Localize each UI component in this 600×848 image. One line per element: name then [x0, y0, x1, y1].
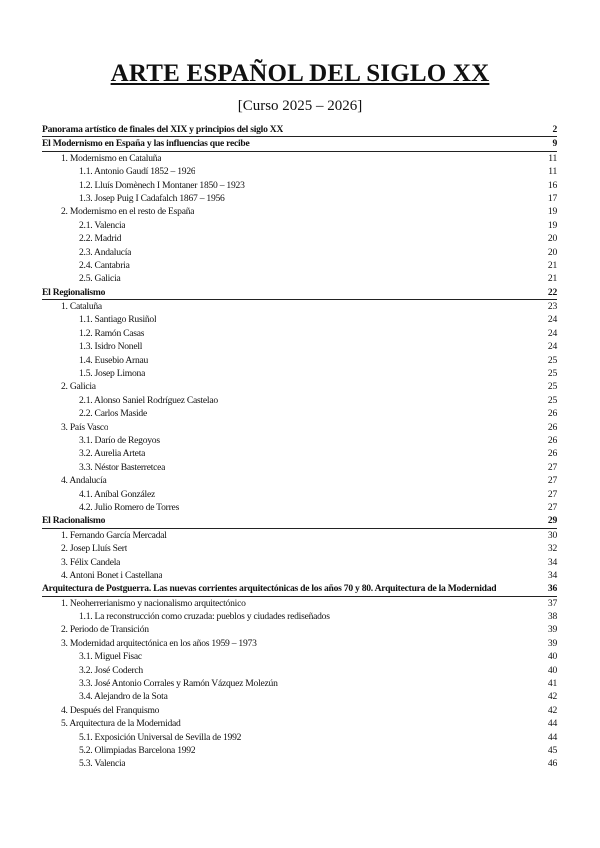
toc-subchapter-entry[interactable]: [42, 461, 557, 474]
toc-subchapter-entry[interactable]: [42, 354, 557, 367]
toc-page-number: 41: [547, 678, 557, 690]
toc-subchapter-entry[interactable]: [42, 272, 557, 285]
toc-section-entry[interactable]: [42, 137, 557, 151]
document-title: ARTE ESPAÑOL DEL SIGLO XX: [110, 60, 490, 87]
toc-entry-label: 3.3. José Antonio Corrales y Ramón Vázquez Molezún: [79, 678, 278, 690]
toc-page-number: 23: [547, 301, 557, 313]
toc-subchapter-entry[interactable]: [42, 340, 557, 353]
toc-section-entry[interactable]: [42, 123, 557, 137]
toc-entry-label: 1. Neoherrerianismo y nacionalismo arquitectónico: [61, 597, 246, 609]
toc-entry-label: 1.2. Lluís Domènech I Montaner 1850 – 1923: [79, 179, 245, 191]
toc-entry-label: 1.4. Eusebio Arnau: [79, 354, 149, 366]
toc-subchapter-entry[interactable]: [42, 744, 557, 757]
toc-entry-label: 2.3. Andalucía: [79, 246, 132, 258]
toc-page-number: 2: [552, 124, 557, 135]
toc-entry-label: 4.1. Aníbal González: [79, 488, 155, 500]
toc-chapter-entry[interactable]: [42, 597, 557, 610]
toc-entry-label: 4. Después del Franquismo: [61, 704, 160, 716]
toc-page-number: 25: [547, 394, 557, 406]
toc-subchapter-entry[interactable]: [42, 677, 557, 690]
toc-subchapter-entry[interactable]: [42, 259, 557, 272]
toc-subchapter-entry[interactable]: [42, 327, 557, 340]
toc-entry-label: 3.1. Miguel Fisac: [79, 651, 142, 663]
toc-page-number: 39: [547, 637, 557, 649]
toc-entry-label: 1. Fernando García Mercadal: [61, 529, 167, 541]
toc-chapter-entry[interactable]: [42, 637, 557, 650]
toc-subchapter-entry[interactable]: [42, 232, 557, 245]
toc-page-number: 27: [547, 475, 557, 487]
toc-entry-label: Panorama artístico de finales del XIX y principios del siglo XX: [42, 124, 284, 135]
toc-page-number: 26: [547, 421, 557, 433]
toc-entry-label: 3. Modernidad arquitectónica en los años 1959 – 1973: [61, 637, 257, 649]
toc-page-number: 16: [547, 179, 557, 191]
toc-entry-label: El Racionalismo: [42, 515, 106, 527]
toc-subchapter-entry[interactable]: [42, 192, 557, 205]
toc-chapter-entry[interactable]: [42, 474, 557, 487]
toc-page-number: 11: [548, 152, 557, 164]
toc-entry-label: 2.2. Carlos Maside: [79, 408, 147, 420]
toc-chapter-entry[interactable]: [42, 529, 557, 542]
toc-page-number: 27: [547, 461, 557, 473]
toc-page-number: 19: [547, 219, 557, 231]
toc-page-number: 20: [547, 246, 557, 258]
toc-page-number: 27: [547, 501, 557, 513]
toc-entry-label: 5.3. Valencia: [79, 758, 126, 770]
toc-page-number: 42: [547, 691, 557, 703]
toc-entry-label: 1. Modernismo en Cataluña: [61, 152, 162, 164]
toc-page-number: 30: [547, 529, 557, 541]
toc-entry-label: 3.4. Alejandro de la Sota: [79, 691, 168, 703]
toc-entry-label: 1.1. Antonio Gaudí 1852 – 1926: [79, 166, 196, 178]
toc-entry-label: 1.3. Josep Puig I Cadafalch 1867 – 1956: [79, 192, 225, 204]
toc-subchapter-entry[interactable]: [42, 488, 557, 501]
toc-entry-label: 4. Andalucía: [61, 475, 107, 487]
toc-entry-label: 5. Arquitectura de la Modernidad: [61, 718, 181, 730]
toc-entry-label: 3.3. Néstor Basterretcea: [79, 461, 166, 473]
toc-entry-label: El Modernismo en España y las influencias que recibe: [42, 138, 250, 150]
toc-page-number: 34: [547, 569, 557, 581]
toc-entry-label: 1.2. Ramón Casas: [79, 327, 145, 339]
toc-page-number: 39: [547, 624, 557, 636]
toc-chapter-entry[interactable]: [42, 704, 557, 717]
toc-entry-label: 2. Josep Lluís Sert: [61, 543, 128, 555]
toc-page-number: 17: [547, 192, 557, 204]
toc-page-number: 24: [547, 341, 557, 353]
toc-subchapter-entry[interactable]: [42, 367, 557, 380]
toc-page-number: 38: [547, 611, 557, 623]
toc-page-number: 40: [547, 651, 557, 663]
toc-page-number: 42: [547, 704, 557, 716]
toc-chapter-entry[interactable]: [42, 717, 557, 730]
toc-page-number: 22: [547, 286, 557, 298]
toc-chapter-entry[interactable]: [42, 569, 557, 582]
toc-subchapter-entry[interactable]: [42, 731, 557, 744]
toc-page-number: 20: [547, 233, 557, 245]
toc-chapter-entry[interactable]: [42, 421, 557, 434]
toc-entry-label: 3. País Vasco: [61, 421, 109, 433]
toc-page-number: 25: [547, 368, 557, 380]
toc-page-number: 34: [547, 556, 557, 568]
toc-entry-label: 5.1. Exposición Universal de Sevilla de 1992: [79, 731, 242, 743]
toc-entry-label: 2.4. Cantabria: [79, 259, 130, 271]
toc-subchapter-entry[interactable]: [42, 664, 557, 677]
toc-page-number: 21: [547, 259, 557, 271]
toc-subchapter-entry[interactable]: [42, 179, 557, 192]
toc-entry-label: 2.5. Galicia: [79, 273, 121, 285]
toc-page-number: 19: [547, 206, 557, 218]
toc-entry-label: 4. Antoni Bonet i Castellana: [61, 569, 163, 581]
toc-chapter-entry[interactable]: [42, 556, 557, 569]
toc-entry-label: 1. Cataluña: [61, 301, 102, 313]
toc-entry-label: Arquitectura de Postguerra. Las nuevas corrientes arquitectónicas de los años 70 y 80. Arquitectura de la Modernidad: [42, 583, 497, 595]
toc-chapter-entry[interactable]: [42, 542, 557, 555]
toc-entry-label: 1.5. Josep Limona: [79, 368, 146, 380]
toc-subchapter-entry[interactable]: [42, 246, 557, 259]
toc-entry-label: 4.2. Julio Romero de Torres: [79, 501, 180, 513]
toc-section-entry[interactable]: [42, 514, 557, 528]
toc-subchapter-entry[interactable]: [42, 610, 557, 623]
toc-subchapter-entry[interactable]: [42, 407, 557, 420]
table-of-contents: [42, 123, 557, 771]
toc-subchapter-entry[interactable]: [42, 650, 557, 663]
toc-chapter-entry[interactable]: [42, 152, 557, 165]
toc-page-number: 24: [547, 314, 557, 326]
toc-entry-label: 3.1. Darío de Regoyos: [79, 434, 160, 446]
toc-page-number: 25: [547, 381, 557, 393]
toc-chapter-entry[interactable]: [42, 205, 557, 218]
toc-subchapter-entry[interactable]: [42, 165, 557, 178]
toc-chapter-entry[interactable]: [42, 300, 557, 313]
toc-chapter-entry[interactable]: [42, 380, 557, 393]
toc-page-number: 45: [547, 744, 557, 756]
toc-page-number: 37: [547, 597, 557, 609]
toc-subchapter-entry[interactable]: [42, 757, 557, 770]
toc-page-number: 9: [552, 138, 557, 150]
toc-entry-label: 2. Periodo de Transición: [61, 624, 149, 636]
toc-entry-label: 1.3. Isidro Nonell: [79, 341, 143, 353]
toc-page-number: 44: [547, 718, 557, 730]
toc-page-number: 26: [547, 434, 557, 446]
toc-section-entry[interactable]: [42, 582, 557, 596]
toc-page-number: 46: [547, 758, 557, 770]
toc-entry-label: 1.1. La reconstrucción como cruzada: pueblos y ciudades rediseñados: [79, 611, 330, 623]
toc-page-number: 44: [547, 731, 557, 743]
toc-entry-label: 2.1. Valencia: [79, 219, 126, 231]
toc-entry-label: 3. Félix Candela: [61, 556, 121, 568]
toc-subchapter-entry[interactable]: [42, 434, 557, 447]
toc-page-number: 27: [547, 488, 557, 500]
toc-entry-label: El Regionalismo: [42, 286, 106, 298]
toc-entry-label: 1.1. Santiago Rusiñol: [79, 314, 157, 326]
toc-page-number: 24: [547, 327, 557, 339]
toc-section-entry[interactable]: [42, 286, 557, 300]
toc-entry-label: 2. Galicia: [61, 381, 96, 393]
toc-subchapter-entry[interactable]: [42, 219, 557, 232]
toc-page-number: 26: [547, 408, 557, 420]
toc-page-number: 11: [548, 166, 557, 178]
toc-chapter-entry[interactable]: [42, 623, 557, 636]
toc-page-number: 21: [547, 273, 557, 285]
toc-entry-label: 2. Modernismo en el resto de España: [61, 206, 195, 218]
toc-entry-label: 3.2. Aurelia Arteta: [79, 448, 146, 460]
toc-page-number: 40: [547, 664, 557, 676]
toc-subchapter-entry[interactable]: [42, 313, 557, 326]
toc-subchapter-entry[interactable]: [42, 394, 557, 407]
toc-entry-label: 5.2. Olimpiadas Barcelona 1992: [79, 744, 196, 756]
toc-page-number: 32: [547, 543, 557, 555]
document-subtitle: [Curso 2025 – 2026]: [237, 98, 363, 114]
toc-subchapter-entry[interactable]: [42, 447, 557, 460]
toc-entry-label: 3.2. José Coderch: [79, 664, 143, 676]
toc-entry-label: 2.1. Alonso Saniel Rodríguez Castelao: [79, 394, 218, 406]
toc-page-number: 25: [547, 354, 557, 366]
toc-subchapter-entry[interactable]: [42, 501, 557, 514]
toc-page-number: 29: [547, 515, 557, 527]
toc-page-number: 36: [547, 583, 557, 595]
toc-subchapter-entry[interactable]: [42, 690, 557, 703]
toc-page-number: 26: [547, 448, 557, 460]
toc-entry-label: 2.2. Madrid: [79, 233, 122, 245]
